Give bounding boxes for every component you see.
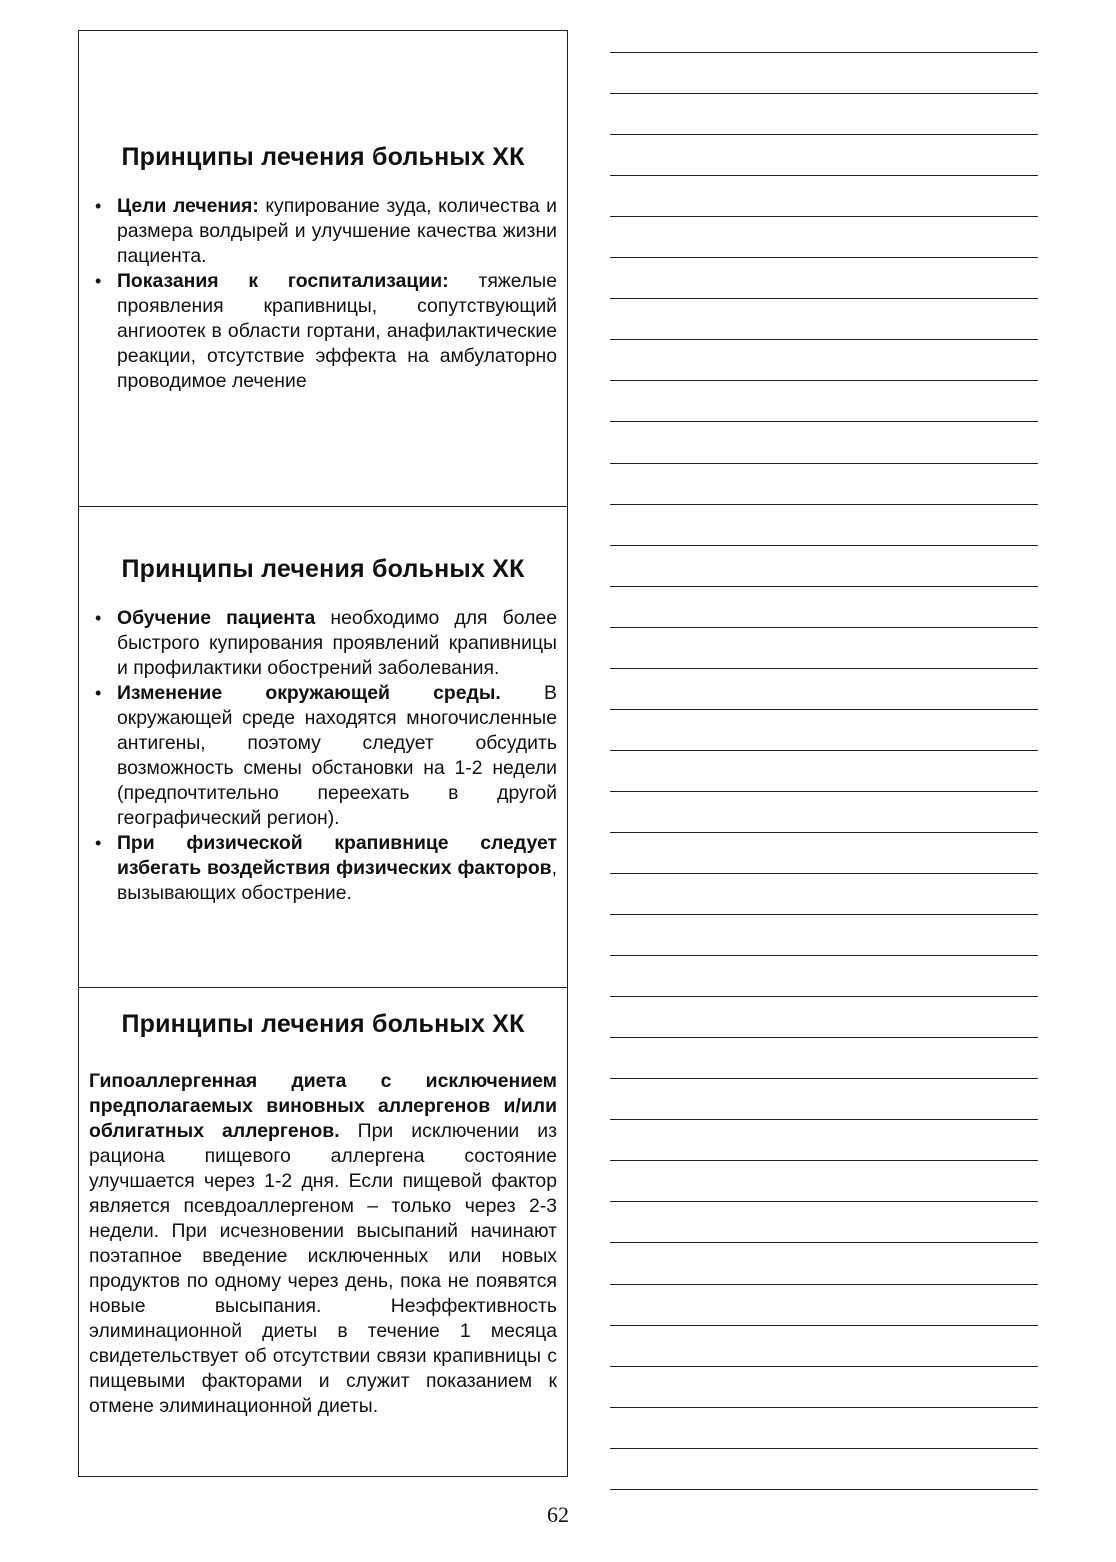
note-line [610,463,1038,464]
bullet-bold: Показания к госпитализации: [117,270,449,292]
note-line [610,791,1038,792]
bullet-text: , вызывающих обострение. [117,857,557,904]
paragraph-text: При исключении из рациона пищевого аллергена состояние улучшается через 1-2 дня. Если пищевой фактор является псевдоаллергеном – только через 2-3 недели. При исчезновении высыпаний начинают поэтапное введение исключенных или новых продуктов по одному через день, пока не появятся новые высыпания. Неэффективность элиминационной диеты в течение 1 месяца свидетельствует об отсутствии связи крапивницы с пищевыми факторами и служит показанием к отмене элиминационной диеты. [89,1120,557,1417]
bullet-bold: При физической крапивнице следует избегать воздействия физических факторов [117,832,557,879]
note-line [610,257,1038,258]
note-line [610,175,1038,176]
bullet-text: необходимо для более быстрого купирования проявлений крапивницы и профилактики обострений заболевания. [117,607,557,679]
bullet-bold: Изменение окружающей среды. [117,682,501,704]
note-line [610,832,1038,833]
slide-3 [78,988,568,1477]
note-line [610,93,1038,94]
slide-title: Принципы лечения больных ХК [121,555,525,583]
note-line [610,1160,1038,1161]
note-line [610,1407,1038,1408]
bullet-bold: Цели лечения: [117,195,259,217]
note-line [610,545,1038,546]
bullet-item [89,681,557,831]
paragraph-bold: Гипоаллергенная диета с исключением предполагаемых виновных аллергенов и/или облигатных аллергенов. [89,1070,557,1142]
note-line [610,586,1038,587]
note-line [610,504,1038,505]
note-line [610,1489,1038,1490]
note-line [610,1366,1038,1367]
bullet-text: купирование зуда, количества и размера волдырей и улучшение качества жизни пациента. [117,195,557,267]
slide-title: Принципы лечения больных ХК [121,1010,525,1038]
note-line [610,668,1038,669]
slide-1 [78,30,568,507]
bullet-bold: Обучение пациента [117,607,316,629]
note-line [610,750,1038,751]
page-number: 62 [547,1502,569,1527]
note-line [610,914,1038,915]
note-line [610,627,1038,628]
note-line [610,1078,1038,1079]
note-line [610,1119,1038,1120]
note-line [610,380,1038,381]
note-line [610,996,1038,997]
note-line [610,873,1038,874]
bullet-text: тяжелые проявления крапивницы, сопутствующий ангиоотек в области гортани, анафилактические реакции, отсутствие эффекта на амбулаторно проводимое лечение [117,270,557,392]
note-line [610,1201,1038,1202]
bullet-text: В окружающей среде находятся многочисленные антигены, поэтому следует обсудить возможность смены обстановки на 1-2 недели (предпочтительно переехать в другой географический регион). [117,682,557,829]
slides-column [78,30,568,1477]
note-line [610,1242,1038,1243]
note-line [610,709,1038,710]
note-line [610,1448,1038,1449]
diet-paragraph [89,1069,557,1419]
slide-title: Принципы лечения больных ХК [121,143,525,171]
note-line [610,1037,1038,1038]
note-line [610,339,1038,340]
note-line [610,52,1038,53]
note-line [610,1325,1038,1326]
note-line [610,1284,1038,1285]
bullet-item [89,194,557,269]
note-line [610,955,1038,956]
bullet-list [89,606,557,906]
bullet-item [89,831,557,906]
note-line [610,134,1038,135]
note-line [610,421,1038,422]
bullet-list [89,194,557,394]
bullet-item [89,606,557,681]
note-line [610,298,1038,299]
slide-2 [78,507,568,988]
note-line [610,216,1038,217]
bullet-item [89,269,557,394]
notes-lines [610,0,1038,1562]
